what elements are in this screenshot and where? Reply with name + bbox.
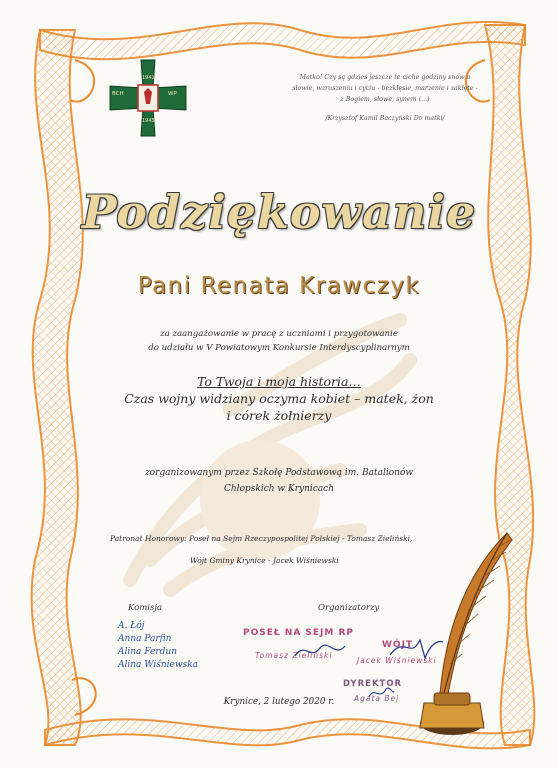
military-cross-emblem — [108, 58, 188, 138]
contest-subtitle-1: Czas wojny widziany oczyma kobiet – matek, żon — [124, 391, 434, 406]
komisja-signature: Alina Wiśniewska — [118, 660, 199, 670]
quote-author: /Krzysztof Kamil Baczyński Do matki/ — [325, 115, 445, 122]
stamp-wojt: WÓJT — [382, 640, 414, 650]
emblem-year-bottom: 1945 — [142, 118, 155, 124]
quill-inkwell-icon — [412, 528, 522, 743]
certificate-title: Podziękowanie — [81, 185, 477, 239]
recipient-name: Pani Renata Krawczyk — [137, 273, 421, 299]
poem-quote — [290, 72, 480, 124]
stamp-wojt-name: Jacek Wiśniewski — [357, 656, 437, 665]
emblem-label-right: WP — [168, 91, 177, 97]
emblem-year-top: 1941 — [142, 75, 155, 81]
contest-title: To Twoja i moja historia… — [197, 374, 361, 389]
patron-line-2: Wójt Gminy Krynice - Jacek Wiśniewski — [190, 556, 339, 565]
komisja-signature: Anna Parfin — [118, 634, 172, 644]
emblem-label-left: BCH — [112, 91, 124, 97]
organizer-line-1: zorganizowanym przez Szkołę Podstawową im. Batalionów — [144, 468, 414, 478]
contest-subtitle-2: i córek żołnierzy — [226, 408, 332, 423]
reason-text — [0, 327, 558, 355]
patron-line-1: Patronat Honorowy: Poseł na Sejm Rzeczypospolitej Polskiej - Tomasz Zieliński, — [110, 534, 413, 543]
komisja-label: Komisja — [128, 603, 163, 613]
organizer-text — [0, 465, 558, 497]
signature-posel — [290, 636, 350, 666]
organizatorzy-label: Organizatorzy — [318, 603, 380, 613]
stamp-posel: POSEŁ NA SEJM RP — [243, 628, 355, 638]
quote-text: Matko! Czy są gdzieś jeszcze te ciche godziny snów o słowie, wzruszeniu i cyciu - bezkłęsie, marzenie i zakłęte - z Bogiem, słowe, synem (...) — [292, 74, 478, 103]
date-place: Krynice, 2 lutego 2020 r. — [223, 697, 335, 707]
komisja-signature: A. Łój — [118, 621, 145, 631]
komisja-signatures — [118, 620, 248, 672]
stamp-dyrektor-name: Agata Bej — [354, 694, 400, 703]
komisja-signature: Alina Ferdun — [118, 647, 178, 657]
stamp-dyrektor: DYREKTOR — [343, 679, 403, 689]
stamp-posel-name: Tomasz Zieliński — [255, 651, 333, 660]
contest-title-block — [0, 373, 558, 424]
reason-line-1: za zaangażowanie w pracę z uczniami i przygotowanie — [160, 329, 398, 339]
organizer-line-2: Chłopskich w Krynicach — [223, 484, 335, 494]
reason-line-2: do udziału w V Powiatowym Konkursie Interdyscyplinarnym — [148, 343, 410, 353]
